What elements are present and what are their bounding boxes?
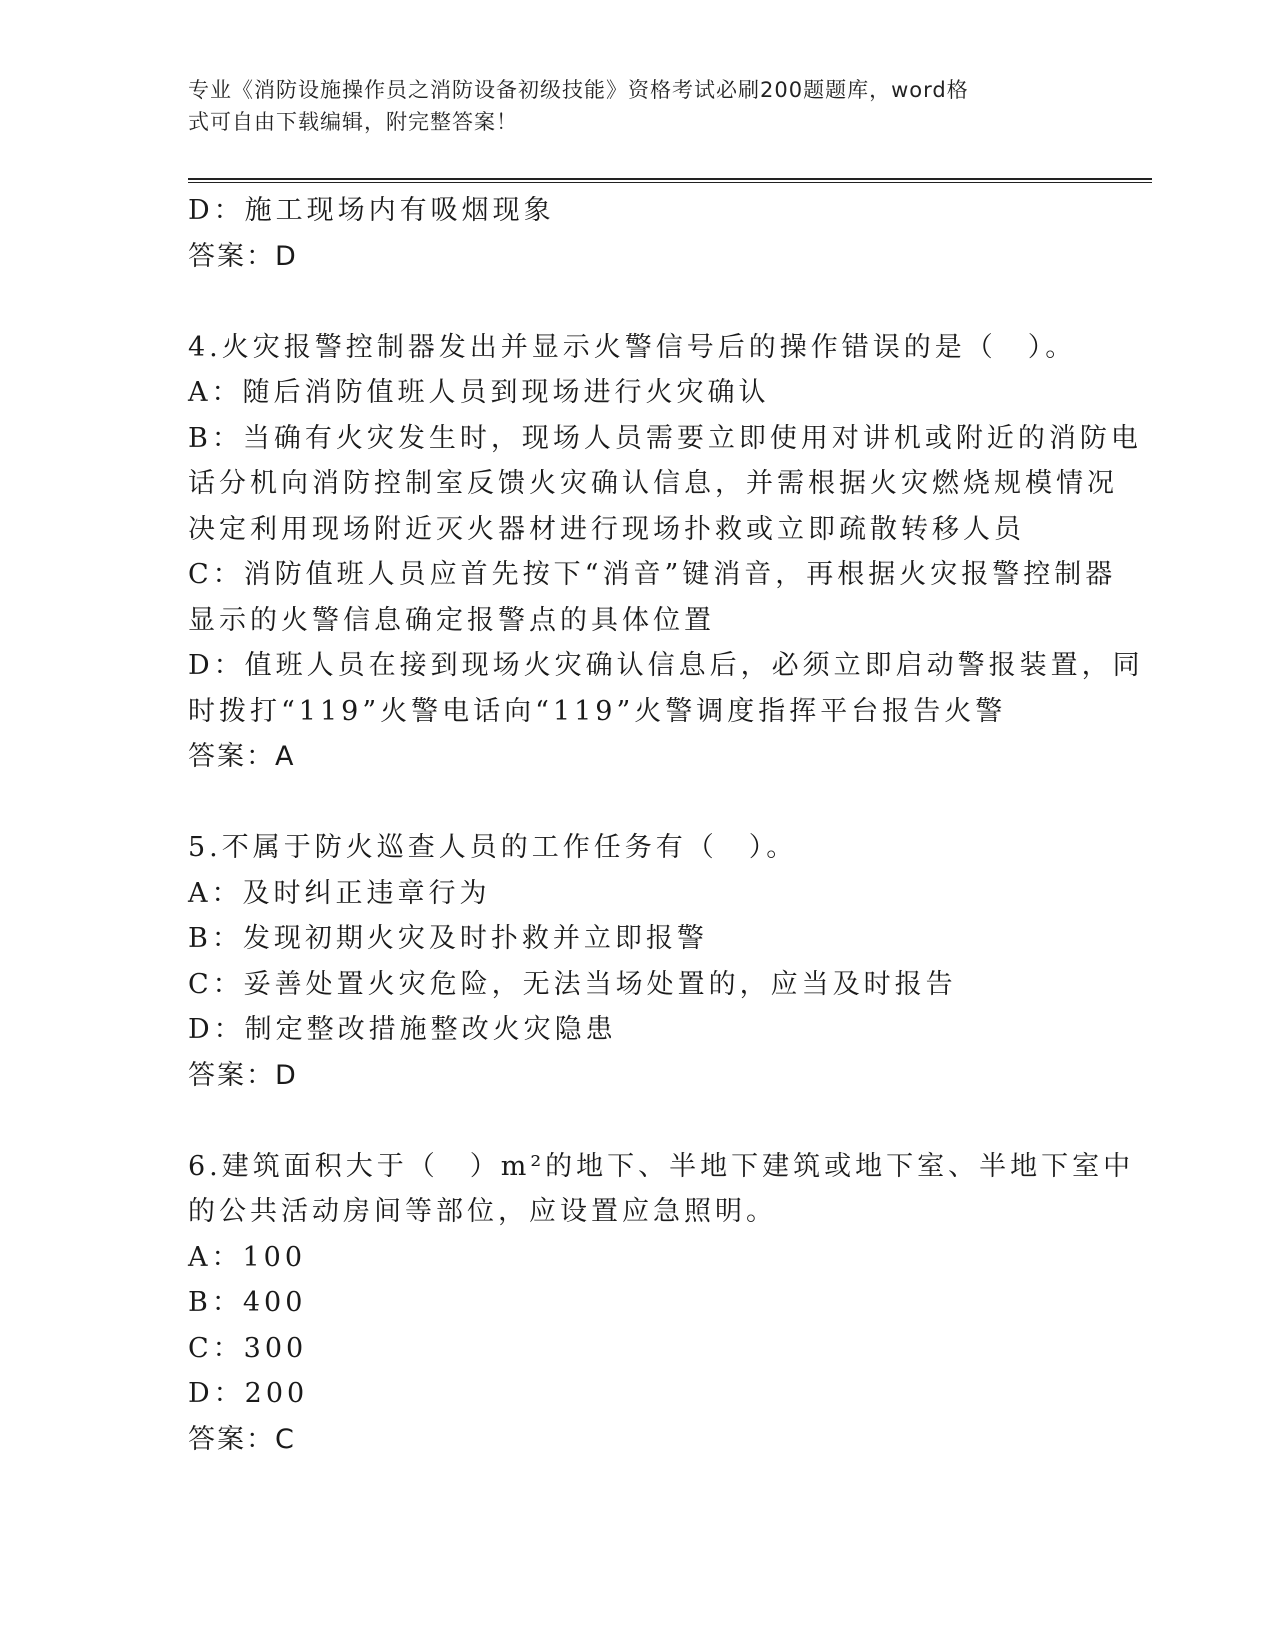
option-b-line-2: 话分机向消防控制室反馈火灾确认信息，并需根据火灾燃烧规模情况 bbox=[188, 468, 1118, 499]
option-c-line-1: C：消防值班人员应首先按下“消音”键消音，再根据火灾报警控制器 bbox=[188, 559, 1117, 590]
question-6 bbox=[188, 1144, 1135, 1463]
option-b: B：发现初期火灾及时扑救并立即报警 bbox=[188, 923, 708, 954]
question-stem-line-1: 6.建筑面积大于（ ）m²的地下、半地下建筑或地下室、半地下室中 bbox=[188, 1150, 1135, 1182]
question-stem: 4.火灾报警控制器发出并显示火警信号后的操作错误的是（ ）。 bbox=[188, 331, 1077, 363]
question-3-tail bbox=[188, 188, 1088, 279]
header-line-1: 专业《消防设施操作员之消防设备初级技能》资格考试必刷200题题库，word格 bbox=[188, 78, 969, 102]
question-stem-line-2: 的公共活动房间等部位，应设置应急照明。 bbox=[188, 1196, 777, 1227]
spacer bbox=[188, 279, 1088, 325]
option-d: D：制定整改措施整改火灾隐患 bbox=[188, 1014, 617, 1045]
header-rule-thin bbox=[188, 182, 1152, 183]
option-d-line-1: D：值班人员在接到现场火灾确认信息后，必须立即启动警报装置，同 bbox=[188, 650, 1144, 681]
option-b-line-1: B：当确有火灾发生时，现场人员需要立即使用对讲机或附近的消防电 bbox=[188, 422, 1142, 454]
option-c: C：300 bbox=[188, 1332, 308, 1364]
question-4 bbox=[188, 325, 1144, 780]
option-d: D：施工现场内有吸烟现象 bbox=[188, 195, 555, 226]
option-c: C：妥善处置火灾危险，无法当场处置的，应当及时报告 bbox=[188, 968, 957, 1000]
spacer bbox=[188, 780, 1088, 826]
header-line-2: 式可自由下载编辑，附完整答案！ bbox=[188, 110, 518, 134]
option-a: A：100 bbox=[188, 1241, 307, 1273]
answer-line: 答案：D bbox=[188, 1059, 298, 1091]
document-header bbox=[188, 74, 1068, 138]
answer-line: 答案：D bbox=[188, 240, 298, 272]
option-a: A：及时纠正违章行为 bbox=[188, 877, 491, 909]
answer-line: 答案：A bbox=[188, 741, 296, 772]
answer-line: 答案：C bbox=[188, 1423, 296, 1455]
option-d: D：200 bbox=[188, 1378, 309, 1409]
header-rule-thick bbox=[188, 178, 1152, 180]
option-c-line-2: 显示的火警信息确定报警点的具体位置 bbox=[188, 604, 715, 636]
option-b: B：400 bbox=[188, 1287, 307, 1318]
option-d-line-2: 时拨打“119”火警电话向“119”火警调度指挥平台报告火警 bbox=[188, 695, 1007, 727]
spacer bbox=[188, 1098, 1088, 1144]
question-list bbox=[188, 188, 1144, 1462]
question-5 bbox=[188, 825, 1088, 1098]
option-a: A：随后消防值班人员到现场进行火灾确认 bbox=[188, 377, 770, 408]
question-stem: 5.不属于防火巡查人员的工作任务有（ ）。 bbox=[188, 832, 798, 863]
option-b-line-3: 决定利用现场附近灭火器材进行现场扑救或立即疏散转移人员 bbox=[188, 513, 1025, 545]
